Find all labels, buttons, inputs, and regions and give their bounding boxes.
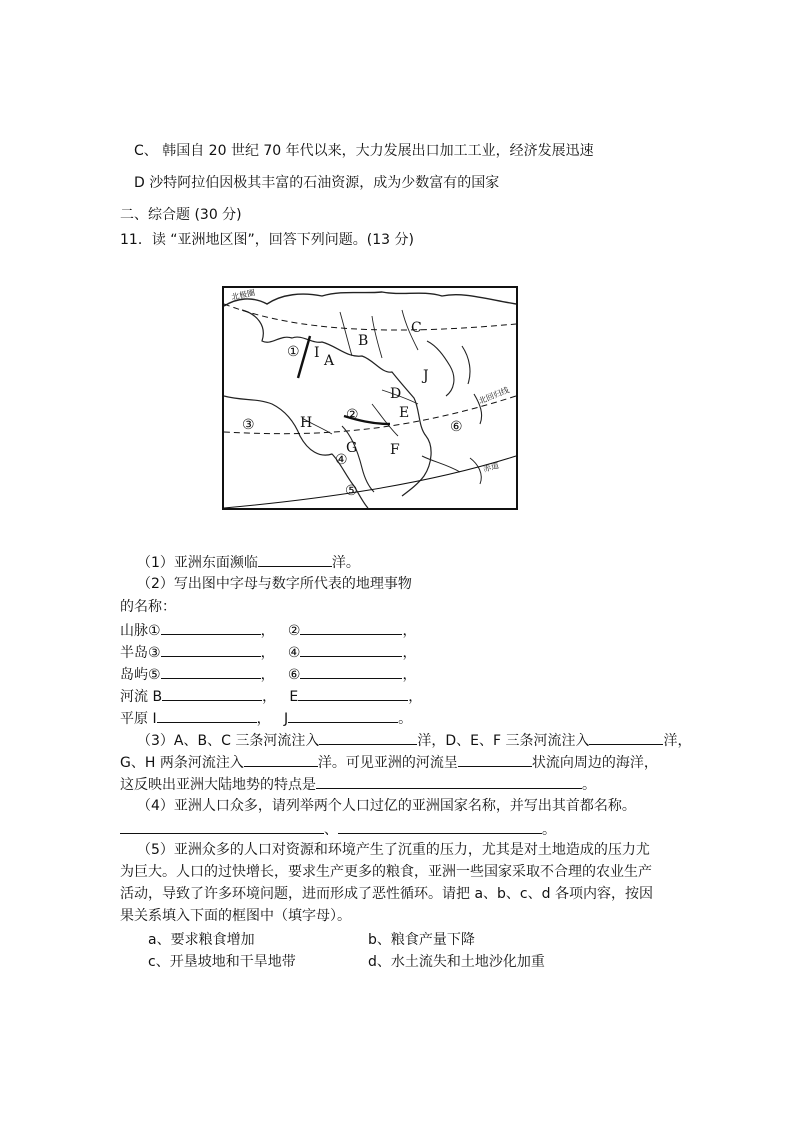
q3-line3: 这反映出亚洲大陆地势的特点是 。 [120,773,596,795]
answer-blank[interactable] [338,818,542,834]
map-label-5: ⑤ [345,483,358,499]
option-c: C、 韩国自 20 世纪 70 年代以来，大力发展出口加工工业，经济发展迅速 [134,143,594,159]
q3-line2: G、H 两条河流注入 洋。可见亚洲的河流呈 状流向周边的海洋， [120,751,658,773]
q5-item-a: a、要求粮食增加 [148,932,255,948]
section-title: 二、综合题 (30 分) [120,207,242,223]
q5-line3: 活动，导致了许多环境问题，进而形成了恶性循环。请把 a、b、c、d 各项内容，按因 [120,886,653,902]
q2-line1: （2）写出图中字母与数字所代表的地理事物 [137,576,412,592]
answer-blank[interactable] [162,685,262,701]
q5-item-b: b、粮食产量下降 [368,932,475,948]
q2-row-3: 岛屿⑤ ， ⑥ ， [120,663,416,685]
map-label-3: ③ [242,417,255,433]
answer-blank[interactable] [157,707,257,723]
map-label-h: H [300,415,313,431]
q5-line2: 为巨大。人口的过快增长，要求生产更多的粮食，亚洲一些国家采取不合理的农业生产 [120,864,652,880]
answer-blank[interactable] [161,619,261,635]
answer-blank[interactable] [300,663,402,679]
asia-map [222,286,518,510]
answer-blank[interactable] [288,707,398,723]
answer-blank[interactable] [316,773,582,789]
q5-item-c: c、开垦坡地和干旱地带 [148,954,296,970]
map-label-j: J [423,368,429,384]
map-label-c: C [411,320,422,336]
q1-answer-blank[interactable] [258,551,332,567]
arctic-circle-label: 北极圈 [230,288,256,302]
map-label-b: B [358,333,369,349]
q4-answers: 、 。 [120,818,556,840]
q2-row-5: 平原 I ， J 。 [120,707,412,729]
q5-line1: （5）亚洲众多的人口对资源和环境产生了沉重的压力，尤其是对土地造成的压力尤 [137,842,650,858]
map-label-d: D [390,386,402,402]
question-title: 11．读 “亚洲地区图”，回答下列问题。(13 分) [120,232,414,248]
map-label-e: E [399,405,410,421]
map-label-f: F [390,442,400,458]
map-label-i: I [314,345,320,361]
q5-line4: 果关系填入下面的框图中（填字母）。 [120,908,351,924]
answer-blank[interactable] [589,729,663,745]
map-label-a: A [324,353,335,369]
answer-blank[interactable] [300,641,402,657]
option-d: D 沙特阿拉伯因极其丰富的石油资源，成为少数富有的国家 [134,175,500,191]
q4-text: （4）亚洲人口众多，请列举两个人口过亿的亚洲国家名称，并写出其首都名称。 [137,798,636,814]
answer-blank[interactable] [161,663,261,679]
q5-item-d: d、水土流失和土地沙化加重 [368,954,545,970]
q2-row-2: 半岛③ ， ④ ， [120,641,416,663]
answer-blank[interactable] [244,751,318,767]
map-label-4: ④ [335,452,348,468]
q1: （1）亚洲东面濒临 洋。 [137,551,360,573]
q2-line2: 的名称： [120,599,176,615]
answer-blank[interactable] [298,685,408,701]
answer-blank[interactable] [120,818,324,834]
map-label-1: ① [287,344,300,360]
q2-row-4: 河流 B ， E ， [120,685,422,707]
map-label-6: ⑥ [450,419,463,435]
map-label-2: ② [346,407,359,423]
answer-blank[interactable] [161,641,261,657]
answer-blank[interactable] [319,729,417,745]
q3-line1: （3）A、B、C 三条河流注入 洋，D、E、F 三条河流注入 洋， [137,729,691,751]
map-label-g: G [346,440,358,456]
tropic-label: 北回归线 [477,385,511,406]
answer-blank[interactable] [458,751,532,767]
asia-map-figure [222,286,518,510]
answer-blank[interactable] [300,619,402,635]
equator-label: 赤道 [482,460,500,474]
q2-row-1: 山脉① ， ② ， [120,619,416,641]
